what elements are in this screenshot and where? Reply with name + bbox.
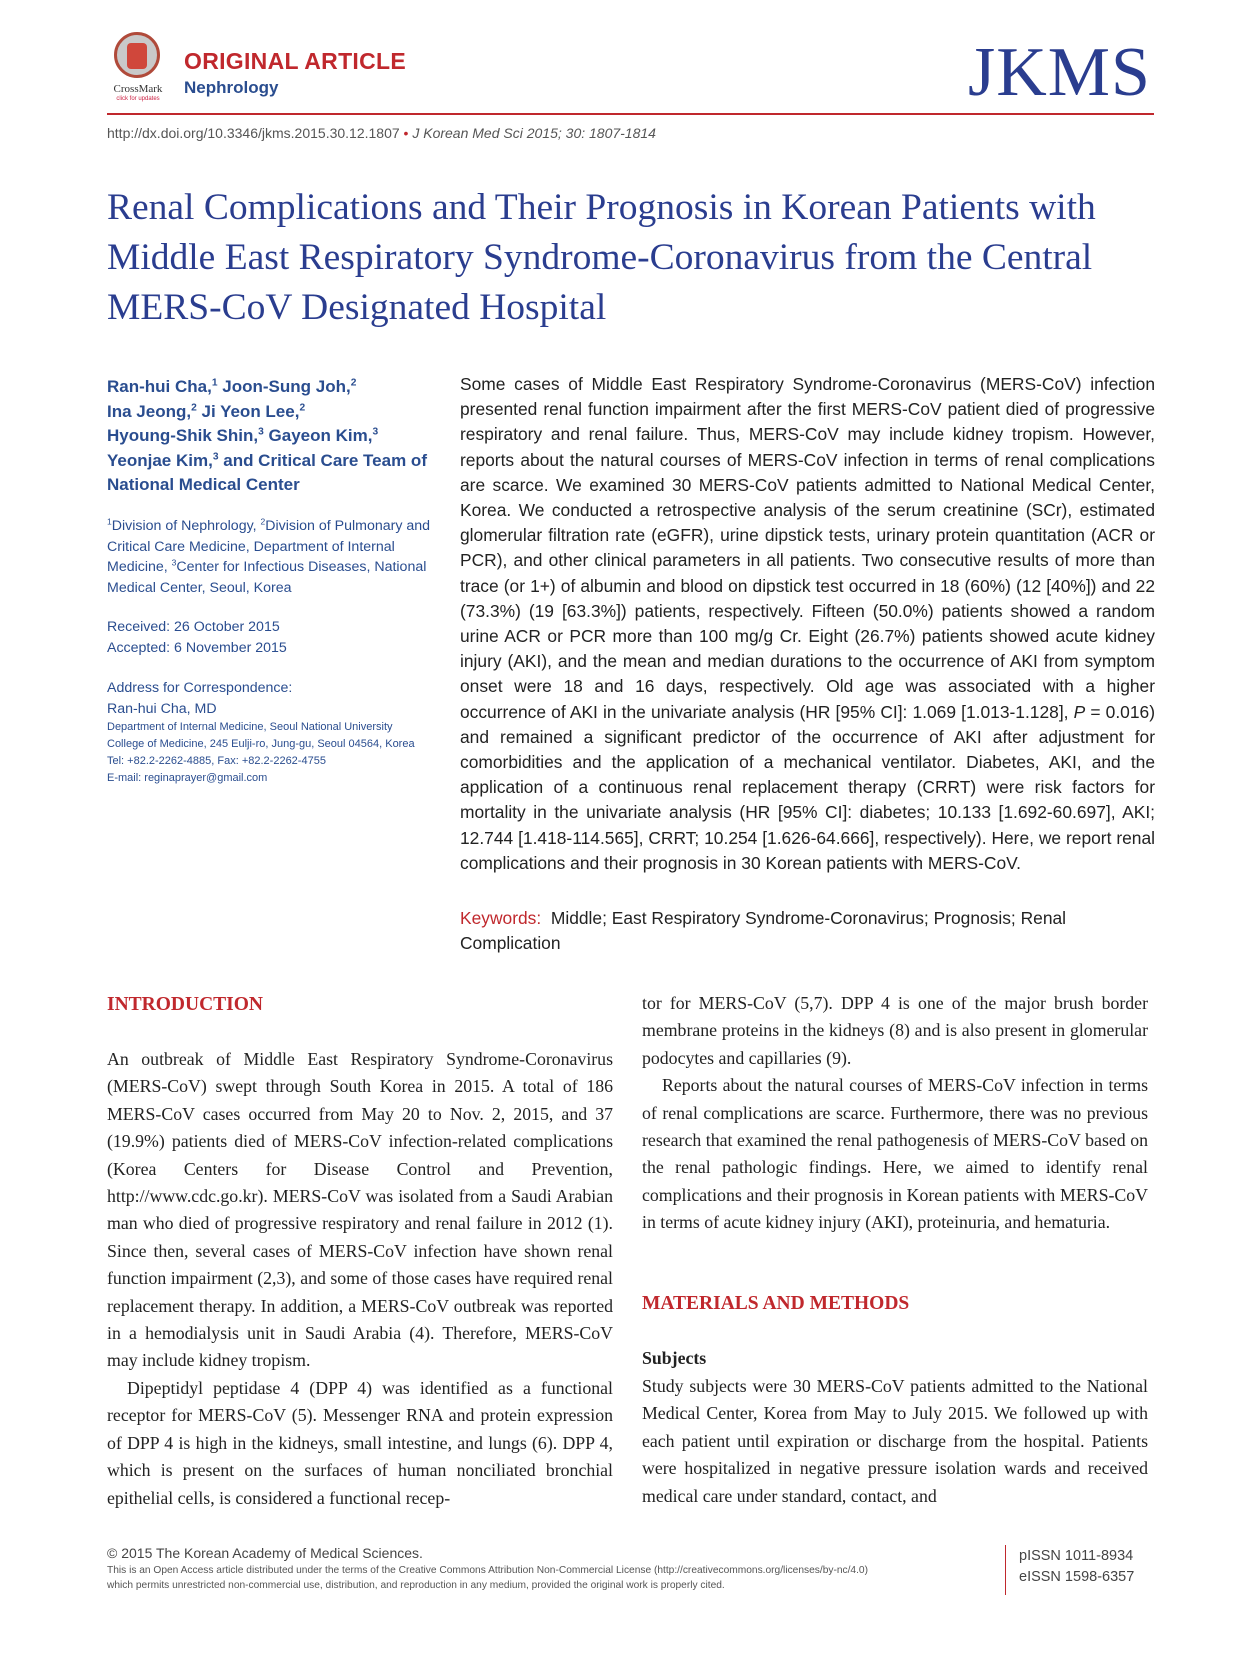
license-line: This is an Open Access article distributed under the terms of the Creative Commons Attribution Non-Commercial License (http://creativecommons.org/licenses/by-nc/4.0): [107, 1565, 868, 1576]
author-group: and Critical Care Team of National Medical Center: [107, 450, 427, 494]
corr-line: Tel: +82.2-2262-4885, Fax: +82.2-2262-4755: [107, 755, 326, 767]
subjects-paragraph: Study subjects were 30 MERS-CoV patients admitted to the National Medical Center, Korea from May to July 2015. We followed up with each patient until expiration or discharge from the hospital. Patients were hospitalized in negative pressure isolation wards and received medical care under standard, contact, and: [642, 1376, 1148, 1506]
left-column: [107, 1046, 613, 1512]
footer-copyright: © 2015 The Korean Academy of Medical Sciences.: [107, 1545, 423, 1561]
doi-bullet: •: [403, 125, 409, 141]
author-sup: 2: [299, 401, 306, 413]
right-column: [642, 990, 1148, 1237]
crossmark-label: CrossMark: [113, 83, 163, 95]
accepted-date: Accepted: 6 November 2015: [107, 639, 287, 656]
author-sup: 2: [350, 377, 357, 389]
author-sup: 3: [258, 426, 264, 438]
abstract: [460, 372, 1155, 876]
methods-heading: MATERIALS AND METHODS: [642, 1293, 910, 1314]
keywords: [460, 906, 1160, 956]
journal-logo: JKMS: [968, 34, 1151, 111]
subjects-heading: Subjects: [642, 1348, 707, 1368]
abstract-text: = 0.016) and remained a significant predictor of the occurrence of AKI after adjustment for comorbidities and the application of a mechanical ventilator. Diabetes, AKI, and the application of a continuous renal replacement therapy (CRRT) were risk factors for mortality in the univariate analysis (HR [95% CI]: diabetes; 10.133 [1.692-60.697], AKI; 12.744 [1.418-114.565], CRRT; 10.254 [1.626-64.666], respectively). Here, we report renal complications and their prognosis in 30 Korean patients with MERS-CoV.: [460, 701, 1155, 873]
author-sup: 3: [372, 426, 379, 438]
pissn: pISSN 1011-8934: [1019, 1548, 1134, 1564]
p-value-symbol: P: [1073, 701, 1086, 722]
corr-name: Ran-hui Cha, MD: [107, 700, 217, 717]
affil-text: Division of Pulmonary and Critical Care Medicine, Department of Internal Medicine,: [107, 518, 431, 575]
keywords-label: Keywords:: [460, 908, 542, 928]
crossmark-badge[interactable]: [106, 32, 168, 104]
affil-sup: 2: [260, 516, 266, 527]
affil-sup: 3: [171, 557, 177, 568]
author-sup: 1: [211, 377, 218, 389]
abstract-text: Some cases of Middle East Respiratory Syndrome-Coronavirus (MERS-CoV) infection presented renal function impairment after the first MERS-CoV patient died of progressive respiratory and renal failure. Thus, MERS-CoV may include kidney tropism. However, reports about the natural courses of MERS-CoV infection in terms of renal complications are scarce. We examined 30 MERS-CoV patients admitted to National Medical Center, Korea. We conducted a retrospective analysis of the serum creatinine (SCr), estimated glomerular filtration rate (eGFR), urine dipstick tests, urinary protein quantitation (ACR or PCR), and other clinical parameters in all patients. Two consecutive results of more than trace (or 1+) of albumin and blood on dipstick test occurred in 18 (60%) (12 [40%]) and 22 (73.3%) (19 [63.3%]) patients, respectively. Fifteen (50.0%) patients showed a random urine ACR or PCR more than 100 mg/g Cr. Eight (26.7%) patients showed acute kidney injury (AKI), and the mean and median durations to the occurrence of AKI from symptom onset were 18 and 16 days, respectively. Old age was associated with a higher occurrence of AKI in the univariate analysis (HR [95% CI]: 1.069 [1.013-1.128],: [460, 374, 1155, 722]
article-type: ORIGINAL ARTICLE: [184, 48, 407, 74]
intro-paragraph: tor for MERS-CoV (5,7). DPP 4 is one of the major brush border membrane proteins in the kidneys (8) and is also present in glomerular podocytes and capillaries (9).: [642, 993, 1148, 1068]
author-name: Hyoung-Shik Shin,: [107, 426, 259, 445]
footer-divider: [1005, 1545, 1006, 1595]
affil-text: Center for Infectious Diseases, National Medical Center, Seoul, Korea: [107, 559, 427, 596]
intro-paragraph: Reports about the natural courses of MERS-CoV infection in terms of renal complications are scarce. Furthermore, there was no previous research that examined the renal pathogenesis of MERS-CoV based on the renal pathologic findings. Here, we aimed to identify renal complications and their prognosis in Korean patients with MERS-CoV in terms of acute kidney injury (AKI), proteinuria, and hematuria.: [642, 1075, 1148, 1233]
received-date: Received: 26 October 2015: [107, 619, 280, 635]
author-name: Ran-hui Cha,: [107, 377, 212, 396]
correspondence: [107, 678, 437, 787]
doi-line: [107, 125, 656, 141]
corr-heading: Address for Correspondence:: [107, 680, 293, 696]
crossmark-sub: click for updates: [116, 96, 160, 102]
subjects-section: [642, 1373, 1148, 1510]
author-name: Ji Yeon Lee,: [201, 401, 300, 421]
eissn: eISSN 1598-6357: [1019, 1569, 1135, 1585]
affil-text: Division of Nephrology,: [111, 518, 261, 534]
issn-block: [1019, 1546, 1134, 1588]
citation: J Korean Med Sci 2015; 30: 1807-1814: [412, 125, 656, 141]
dates: [107, 617, 437, 658]
corr-email[interactable]: E-mail: reginaprayer@gmail.com: [107, 772, 268, 784]
author-sup: 2: [191, 401, 197, 413]
keywords-text: Middle; East Respiratory Syndrome-Coronavirus; Prognosis; Renal Complication: [460, 908, 1067, 953]
doi-link[interactable]: http://dx.doi.org/10.3346/jkms.2015.30.12.1807: [107, 125, 400, 141]
affiliations: [107, 516, 437, 598]
author-list: [107, 375, 437, 498]
intro-paragraph: Dipeptidyl peptidase 4 (DPP 4) was identified as a functional receptor for MERS-CoV (5). Messenger RNA and protein expression of DPP 4 is high in the kidneys, small intestine, and lungs (6). DPP 4, which is present on the surfaces of human nonciliated bronchial epithelial cells, is considered a functional recep-: [107, 1377, 613, 1508]
affil-sup: 1: [107, 516, 112, 527]
crossmark-icon: [114, 32, 160, 78]
introduction-heading: INTRODUCTION: [107, 994, 264, 1015]
footer-license: [107, 1563, 1007, 1593]
author-name: Gayeon Kim,: [268, 426, 373, 445]
section-label: Nephrology: [184, 78, 279, 97]
author-name: Yeonjae Kim,: [107, 450, 213, 470]
author-name: Joon-Sung Joh,: [222, 377, 351, 396]
corr-line: College of Medicine, 245 Eulji-ro, Jung-gu, Seoul 04564, Korea: [107, 738, 415, 750]
author-sup: 3: [212, 450, 219, 462]
author-name: Ina Jeong,: [107, 401, 192, 421]
corr-line: Department of Internal Medicine, Seoul National University: [107, 721, 393, 733]
paper-title: Renal Complications and Their Prognosis in Korean Patients with Middle East Respiratory Syndrome-Coronavirus from the Central MERS-CoV Designated Hospital: [107, 187, 1096, 328]
header-rule: [107, 113, 1154, 115]
intro-paragraph: An outbreak of Middle East Respiratory Syndrome-Coronavirus (MERS-CoV) swept through South Korea in 2015. A total of 186 MERS-CoV cases occurred from May 20 to Nov. 2, 2015, and 37 (19.9%) patients died of MERS-CoV infection-related complications (Korea Centers for Disease Control and Prevention, http://www.cdc.go.kr). MERS-CoV was isolated from a Saudi Arabian man who died of progressive respiratory and renal failure in 2012 (1). Since then, several cases of MERS-CoV infection have shown renal function impairment (2,3), and some of those cases have required renal replacement therapy. In addition, a MERS-CoV outbreak was reported in a hemodialysis unit in Saudi Arabia (4). Therefore, MERS-CoV may include kidney tropism.: [107, 1049, 613, 1371]
license-line: which permits unrestricted non-commercial use, distribution, and reproduction in any medium, provided the original work is properly cited.: [107, 1580, 725, 1591]
